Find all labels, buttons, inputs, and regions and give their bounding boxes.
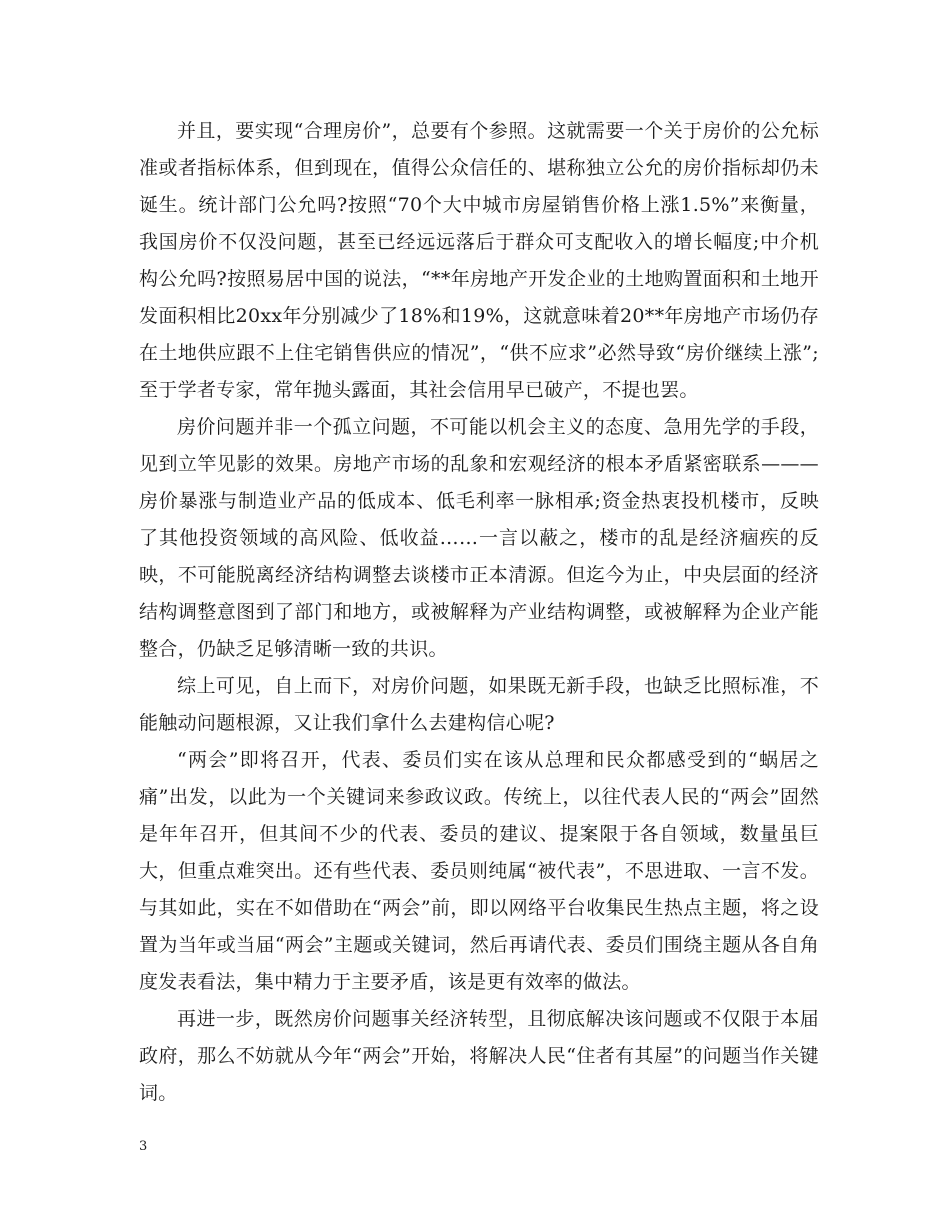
paragraph: 再进一步，既然房价问题事关经济转型，且彻底解决该问题或不仅限于本届政府，那么不妨就从今年“两会”开始，将解决人民“住者有其屋”的问题当作关键词。: [139, 1008, 819, 1104]
page-number: 3: [139, 1139, 148, 1154]
paragraph: 并且，要实现“合理房价”，总要有个参照。这就需要一个关于房价的公允标准或者指标体系，但到现在，值得公众信任的、堪称独立公允的房价指标却仍未诞生。统计部门公允吗?按照“70个大中城市房屋销售价格上涨1.5%”来衡量，我国房价不仅没问题，甚至已经远远落后于群众可支配收入的增长幅度;中介机构公允吗?按照易居中国的说法，“**年房地产开发企业的土地购置面积和土地开发面积相比20xx年分别减少了18%和19%，这就意味着20**年房地产市场仍存在土地供应跟不上住宅销售供应的情况”，“供不应求”必然导致“房价继续上涨”;至于学者专家，常年抛头露面，其社会信用早已破产，不提也罢。: [139, 120, 819, 401]
paragraph: “两会”即将召开，代表、委员们实在该从总理和民众都感受到的“蜗居之痛”出发，以此为一个关键词来参政议政。传统上，以往代表人民的“两会”固然是年年召开，但其间不少的代表、委员的建议、提案限于各自领域，数量虽巨大，但重点难突出。还有些代表、委员则纯属“被代表”，不思进取、一言不发。与其如此，实在不如借助在“两会”前，即以网络平台收集民生热点主题，将之设置为当年或当届“两会”主题或关键词，然后再请代表、委员们围绕主题从各自角度发表看法，集中精力于主要矛盾，该是更有效率的做法。: [139, 749, 819, 993]
paragraph: 房价问题并非一个孤立问题，不可能以机会主义的态度、急用先学的手段，见到立竿见影的效果。房地产市场的乱象和宏观经济的根本矛盾紧密联系———房价暴涨与制造业产品的低成本、低毛利率一脉相承;资金热衷投机楼市，反映了其他投资领域的高风险、低收益……一言以蔽之，楼市的乱是经济痼疾的反映，不可能脱离经济结构调整去谈楼市正本清源。但迄今为止，中央层面的经济结构调整意图到了部门和地方，或被解释为产业结构调整，或被解释为企业产能整合，仍缺乏足够清晰一致的共识。: [139, 416, 819, 660]
paragraph: 综上可见，自上而下，对房价问题，如果既无新手段，也缺乏比照标准，不能触动问题根源，又让我们拿什么去建构信心呢?: [139, 675, 819, 734]
document-body: [139, 113, 819, 1112]
